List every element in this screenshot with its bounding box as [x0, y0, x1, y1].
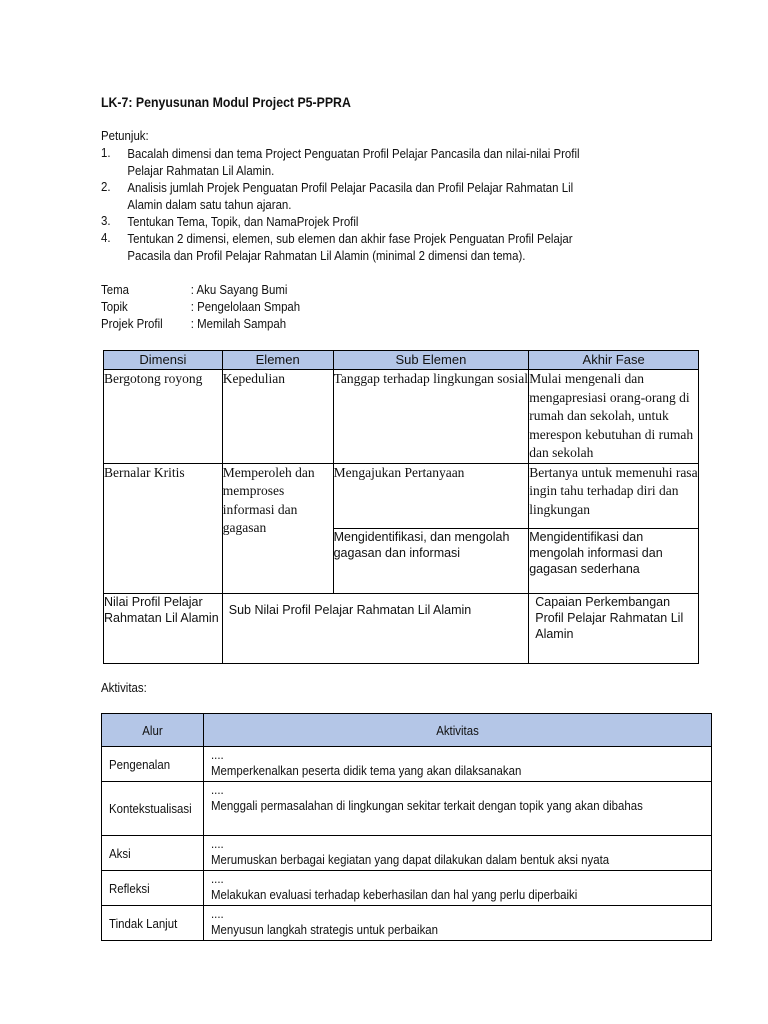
- column-header: Akhir Fase: [529, 351, 699, 370]
- dimensi-table: [103, 350, 699, 664]
- instructions-label: Petunjuk:: [101, 128, 149, 143]
- aktivitas-cell: [203, 782, 711, 836]
- meta-value: : Pengelolaan Smpah: [190, 299, 301, 314]
- table-header-row: [102, 714, 712, 747]
- aktivitas-text: Menggali permasalahan di lingkungan sekitar terkait dengan topik yang akan dibahas: [210, 798, 643, 813]
- instruction-text: Bacalah dimensi dan tema Project Penguatan Profil Pelajar Pancasila dan nilai-nilai Profil: [127, 146, 580, 161]
- aktivitas-text: Melakukan evaluasi terhadap keberhasilan dan hal yang perlu diperbaiki: [210, 887, 578, 902]
- table-row: [102, 906, 712, 941]
- column-header: Alur: [102, 714, 204, 747]
- instruction-number: 4.: [101, 230, 111, 245]
- instruction-number: 1.: [101, 145, 111, 160]
- elemen-cell: Kepedulian: [222, 370, 333, 464]
- sub-elemen-cell: Tanggap terhadap lingkungan sosial: [333, 370, 529, 464]
- column-header: Aktivitas: [203, 714, 711, 747]
- placeholder-dots: ....: [210, 782, 224, 797]
- alur-cell: Refleksi: [102, 871, 204, 906]
- akhir-fase-cell: Mulai mengenali dan mengapresiasi orang-orang di rumah dan sekolah, untuk merespon kebutuhan di rumah dan sekolah: [529, 370, 699, 464]
- alur-cell: Aksi: [102, 836, 204, 871]
- aktivitas-table: [101, 713, 712, 941]
- instruction-text: Pelajar Rahmatan Lil Alamin.: [127, 163, 275, 178]
- placeholder-dots: ....: [210, 747, 224, 762]
- dimensi-cell: Bergotong royong: [104, 370, 223, 464]
- meta-label: Projek Profil: [101, 316, 163, 331]
- aktivitas-cell: [203, 836, 711, 871]
- instruction-number: 2.: [101, 179, 111, 194]
- instruction-number: 3.: [101, 213, 111, 228]
- meta-value: : Aku Sayang Bumi: [190, 282, 288, 297]
- table-row: [104, 593, 699, 663]
- akhir-fase-cell: Bertanya untuk memenuhi rasa ingin tahu terhadap diri dan lingkungan: [529, 463, 699, 528]
- placeholder-dots: ....: [210, 871, 224, 886]
- instruction-text: Tentukan Tema, Topik, dan NamaProjek Profil: [127, 214, 359, 229]
- aktivitas-text: Merumuskan berbagai kegiatan yang dapat dilakukan dalam bentuk aksi nyata: [210, 852, 610, 867]
- alur-cell: Pengenalan: [102, 747, 204, 782]
- placeholder-dots: ....: [210, 906, 224, 921]
- sub-elemen-cell: Mengajukan Pertanyaan: [333, 463, 529, 528]
- placeholder-dots: ....: [210, 836, 224, 851]
- instruction-text: Analisis jumlah Projek Penguatan Profil Pelajar Pacasila dan Profil Pelajar Rahmatan Lil: [127, 180, 574, 195]
- instruction-text: Alamin dalam satu tahun ajaran.: [127, 197, 292, 212]
- aktivitas-cell: [203, 906, 711, 941]
- page-title: LK-7: Penyusunan Modul Project P5-PPRA: [101, 94, 351, 110]
- instruction-text: Tentukan 2 dimensi, elemen, sub elemen dan akhir fase Projek Penguatan Profil Pelajar: [127, 231, 573, 246]
- table-row: [102, 747, 712, 782]
- table-row: [104, 463, 699, 528]
- column-header: Sub Elemen: [333, 351, 529, 370]
- sub-nilai-cell: Sub Nilai Profil Pelajar Rahmatan Lil Alamin: [222, 593, 528, 663]
- column-header: Elemen: [222, 351, 333, 370]
- elemen-cell: Memperoleh dan memproses informasi dan gagasan: [222, 463, 333, 593]
- table-row: [102, 782, 712, 836]
- aktivitas-text: Menyusun langkah strategis untuk perbaikan: [210, 922, 438, 937]
- aktivitas-cell: [203, 871, 711, 906]
- akhir-fase-cell: Mengidentifikasi dan mengolah informasi dan gagasan sederhana: [529, 528, 699, 593]
- dimensi-cell: Bernalar Kritis: [104, 463, 223, 593]
- alur-cell: Kontekstualisasi: [102, 782, 204, 836]
- aktivitas-cell: [203, 747, 711, 782]
- meta-label: Tema: [101, 282, 129, 297]
- table-row: [102, 836, 712, 871]
- meta-value: : Memilah Sampah: [190, 316, 287, 331]
- sub-elemen-cell: Mengidentifikasi, dan mengolah gagasan dan informasi: [333, 528, 529, 593]
- instruction-text: Pacasila dan Profil Pelajar Rahmatan Lil Alamin (minimal 2 dimensi dan tema).: [127, 248, 526, 263]
- alur-cell: Tindak Lanjut: [102, 906, 204, 941]
- table-row: [104, 370, 699, 464]
- capaian-cell: Capaian Perkembangan Profil Pelajar Rahmatan Lil Alamin: [529, 593, 699, 663]
- table-header-row: [104, 351, 699, 370]
- nilai-cell: Nilai Profil Pelajar Rahmatan Lil Alamin: [104, 593, 223, 663]
- aktivitas-label: Aktivitas:: [101, 680, 147, 695]
- table-row: [102, 871, 712, 906]
- aktivitas-text: Memperkenalkan peserta didik tema yang akan dilaksanakan: [210, 763, 522, 778]
- column-header: Dimensi: [104, 351, 223, 370]
- meta-label: Topik: [101, 299, 128, 314]
